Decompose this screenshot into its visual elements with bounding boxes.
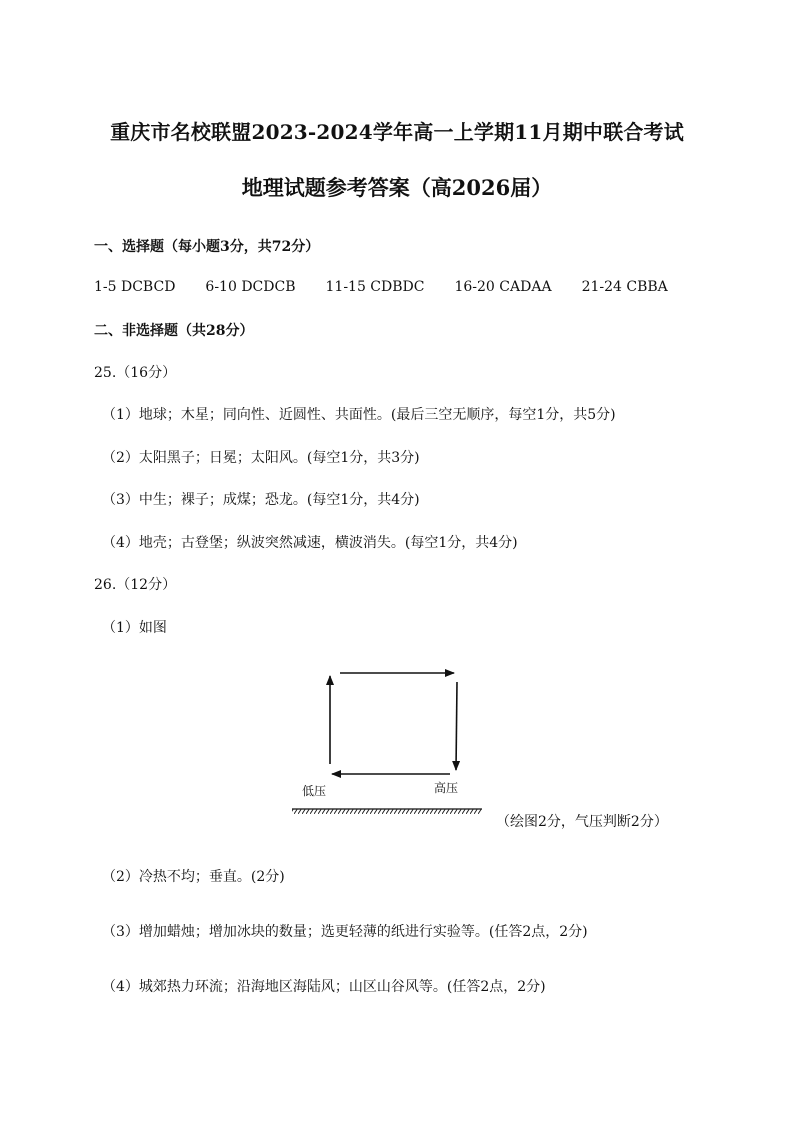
diagram-scoring-note: （绘图2分，气压判断2分） <box>496 814 668 830</box>
answer-group-5: 21-24 CBBA <box>581 279 668 295</box>
low-pressure-label: 低压 <box>302 784 327 798</box>
section2-heading: 二、非选择题（共28分） <box>94 323 254 339</box>
answer-group-4: 16-20 CADAA <box>454 279 552 295</box>
high-pressure-label: 高压 <box>434 781 459 795</box>
document-title-line2: 地理试题参考答案（高2026届） <box>241 175 553 200</box>
q26-item-2: （2）冷热不均；垂直。(2分) <box>102 869 285 885</box>
thermal-circulation-diagram <box>290 664 490 824</box>
q25-item-1: （1）地球；木星；同向性、近圆性、共面性。(最后三空无顺序，每空1分，共5分) <box>102 407 616 423</box>
q26-label: 26.（12分） <box>94 577 177 593</box>
q25-item-4: （4）地壳；古登堡；纵波突然减速，横波消失。(每空1分，共4分) <box>102 535 518 551</box>
ground-hatch <box>292 809 482 814</box>
section1-heading: 一、选择题（每小题3分，共72分） <box>94 239 320 255</box>
answer-group-2: 6-10 DCDCB <box>205 279 296 295</box>
choice-answers-row <box>94 279 668 295</box>
q25-item-3: （3）中生；裸子；成煤；恐龙。(每空1分，共4分) <box>102 492 420 508</box>
q26-item-1: （1）如图 <box>102 620 167 636</box>
answer-group-3: 11-15 CDBDC <box>325 279 425 295</box>
q26-item-4: （4）城郊热力环流；沿海地区海陆风；山区山谷风等。(任答2点，2分) <box>102 979 546 995</box>
document-title-line1: 重庆市名校联盟2023-2024学年高一上学期11月期中联合考试 <box>110 120 684 144</box>
answer-group-1: 1-5 DCBCD <box>94 279 176 295</box>
q25-label: 25.（16分） <box>94 365 177 381</box>
q25-item-2: （2）太阳黑子；日冕；太阳风。(每空1分，共3分) <box>102 450 420 466</box>
down-arrow <box>456 682 457 770</box>
q26-item-3: （3）增加蜡烛；增加冰块的数量；选更轻薄的纸进行实验等。(任答2点，2分) <box>102 924 588 940</box>
